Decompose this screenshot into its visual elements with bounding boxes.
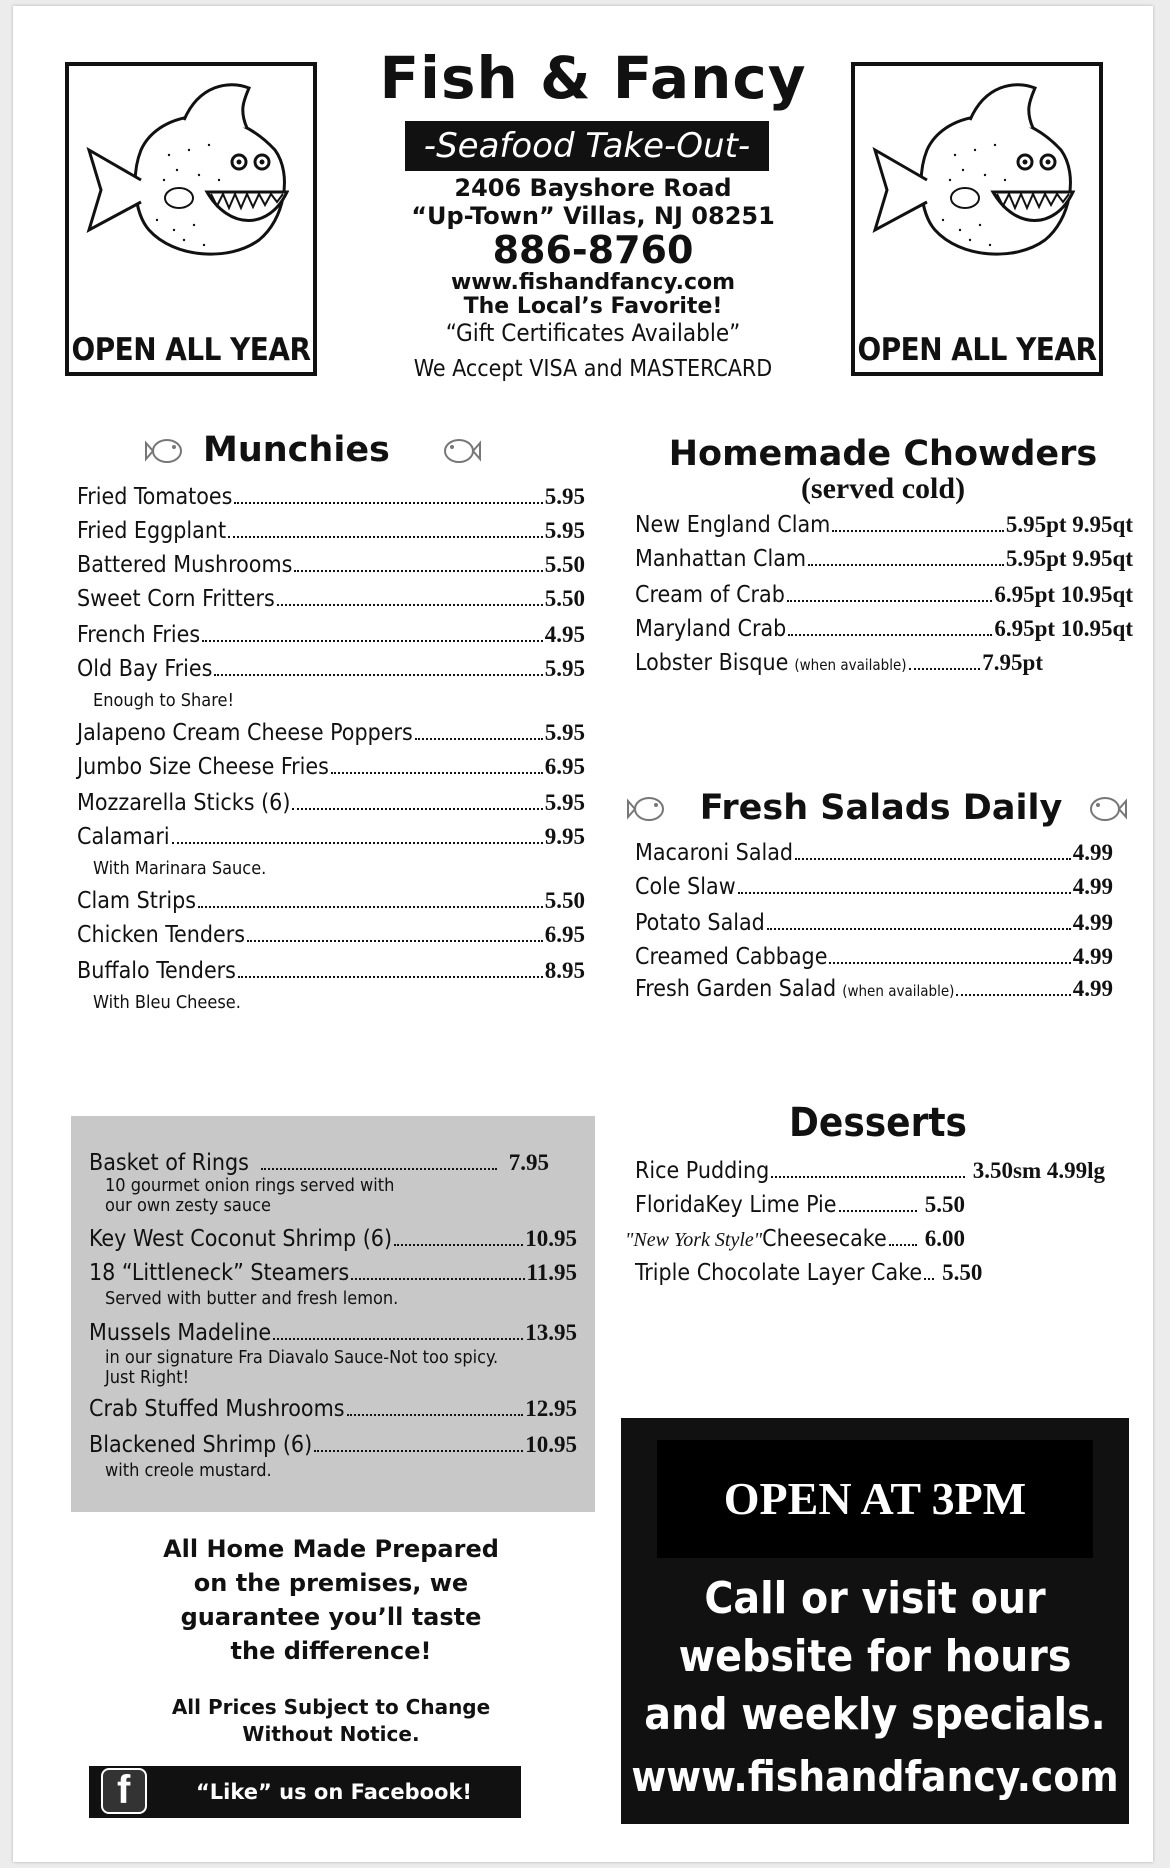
menu-item-row: Key West Coconut Shrimp (6) 10.95 bbox=[89, 1226, 577, 1252]
menu-item-row: Lobster Bisque (when available) 7.95pt bbox=[635, 650, 1043, 676]
menu-item-row: Potato Salad 4.99 bbox=[635, 910, 1113, 936]
chowders-title: Homemade Chowders bbox=[668, 434, 1098, 474]
locals-favorite: The Local’s Favorite! bbox=[463, 294, 723, 319]
menu-item-row: Fresh Garden Salad (when available) 4.99 bbox=[635, 976, 1113, 1002]
menu-item-row: Mozzarella Sticks (6) 5.95 bbox=[77, 790, 585, 816]
menu-item-row: Rice Pudding 3.50sm 4.99lg bbox=[635, 1158, 1105, 1184]
menu-item-row: Triple Chocolate Layer Cake 5.50 bbox=[635, 1260, 983, 1286]
menu-item-row: Mussels Madeline 13.95 bbox=[89, 1320, 577, 1346]
chowders-subtitle: (served cold) bbox=[800, 472, 966, 505]
facebook-icon: f bbox=[101, 1768, 147, 1814]
item-note: in our signature Fra Diavalo Sauce-Not too spicy. Just Right! bbox=[105, 1347, 499, 1388]
item-note: Served with butter and fresh lemon. bbox=[105, 1288, 399, 1309]
item-note: With Bleu Cheese. bbox=[93, 992, 241, 1013]
restaurant-name: Fish & Fancy bbox=[379, 44, 807, 112]
facebook-like-text: “Like” us on Facebook! bbox=[196, 1780, 472, 1804]
item-note: with creole mustard. bbox=[105, 1460, 272, 1481]
open-at-3pm: OPEN AT 3PM bbox=[657, 1440, 1093, 1558]
facebook-like-bar[interactable] bbox=[89, 1766, 521, 1818]
piranha-logo-icon bbox=[79, 80, 305, 270]
salads-title: Fresh Salads Daily bbox=[699, 788, 1063, 828]
gift-certificates: “Gift Certificates Available” bbox=[445, 319, 741, 347]
item-note: With Marinara Sauce. bbox=[93, 858, 267, 879]
price-disclaimer: All Prices Subject to Change Without Notice. bbox=[171, 1695, 491, 1746]
menu-item-row: 18 “Littleneck” Steamers 11.95 bbox=[89, 1260, 577, 1286]
open-all-year-badge: OPEN ALL YEAR bbox=[71, 332, 311, 368]
menu-item-row: Clam Strips 5.50 bbox=[77, 888, 585, 914]
item-note: 10 gourmet onion rings served with our own zesty sauce bbox=[105, 1175, 395, 1216]
right-logo-badge bbox=[851, 62, 1103, 376]
menu-item-row: Blackened Shrimp (6) 10.95 bbox=[89, 1432, 577, 1458]
menu-item-row: Sweet Corn Fritters 5.50 bbox=[77, 586, 585, 612]
menu-item-row: Macaroni Salad 4.99 bbox=[635, 840, 1113, 866]
menu-item-row: New England Clam 5.95pt 9.95qt bbox=[635, 512, 1133, 538]
menu-item-row: Fried Tomatoes 5.95 bbox=[77, 484, 585, 510]
menu-item-row: FloridaKey Lime Pie 5.50 bbox=[635, 1192, 965, 1218]
menu-item-row: Cream of Crab 6.95pt 10.95qt bbox=[635, 582, 1133, 608]
accepted-cards: We Accept VISA and MASTERCARD bbox=[413, 356, 773, 382]
fish-icon bbox=[437, 432, 481, 468]
menu-item-row: Old Bay Fries 5.95 bbox=[77, 656, 585, 682]
munchies-title: Munchies bbox=[203, 430, 390, 470]
fish-icon bbox=[1083, 790, 1127, 826]
desserts-title: Desserts bbox=[789, 1100, 967, 1146]
menu-item-row: Buffalo Tenders 8.95 bbox=[77, 958, 585, 984]
menu-item-row: Cole Slaw 4.99 bbox=[635, 874, 1113, 900]
item-note: Enough to Share! bbox=[93, 690, 234, 711]
menu-item-row: Fried Eggplant 5.95 bbox=[77, 518, 585, 544]
promo-box bbox=[621, 1418, 1129, 1824]
address-town: “Up-Town” Villas, NJ 08251 bbox=[411, 202, 775, 230]
menu-item-row: French Fries 4.95 bbox=[77, 622, 585, 648]
menu-item-row: Crab Stuffed Mushrooms 12.95 bbox=[89, 1396, 577, 1422]
promo-website-link[interactable]: www.fishandfancy.com bbox=[631, 1752, 1119, 1801]
hours-message: Call or visit our website for hours and weekly specials. bbox=[644, 1573, 1106, 1740]
website-link[interactable]: www.fishandfancy.com bbox=[450, 270, 736, 295]
menu-item-row: "New York Style" Cheesecake 6.00 bbox=[625, 1226, 965, 1252]
menu-item-row: Jalapeno Cream Cheese Poppers 5.95 bbox=[77, 720, 585, 746]
open-all-year-badge: OPEN ALL YEAR bbox=[857, 332, 1097, 368]
menu-item-row: Calamari 9.95 bbox=[77, 824, 585, 850]
menu-page bbox=[13, 6, 1153, 1862]
specials-box bbox=[71, 1116, 595, 1512]
fish-icon bbox=[145, 432, 189, 468]
menu-item-row: Maryland Crab 6.95pt 10.95qt bbox=[635, 616, 1133, 642]
menu-item-row: Manhattan Clam 5.95pt 9.95qt bbox=[635, 546, 1133, 572]
tagline: -Seafood Take-Out- bbox=[405, 121, 769, 171]
menu-item-row: Chicken Tenders 6.95 bbox=[77, 922, 585, 948]
piranha-logo-icon bbox=[865, 80, 1091, 270]
menu-item-row: Creamed Cabbage 4.99 bbox=[635, 944, 1113, 970]
menu-item-row: Jumbo Size Cheese Fries 6.95 bbox=[77, 754, 585, 780]
homemade-statement: All Home Made Prepared on the premises, we guarantee you’ll taste the difference! bbox=[163, 1535, 499, 1665]
menu-item-row: Battered Mushrooms 5.50 bbox=[77, 552, 585, 578]
menu-item-row: Basket of Rings 7.95 bbox=[89, 1150, 549, 1176]
phone-number: 886-8760 bbox=[492, 228, 694, 272]
fish-icon bbox=[627, 790, 671, 826]
left-logo-badge bbox=[65, 62, 317, 376]
address-street: 2406 Bayshore Road bbox=[454, 174, 732, 202]
